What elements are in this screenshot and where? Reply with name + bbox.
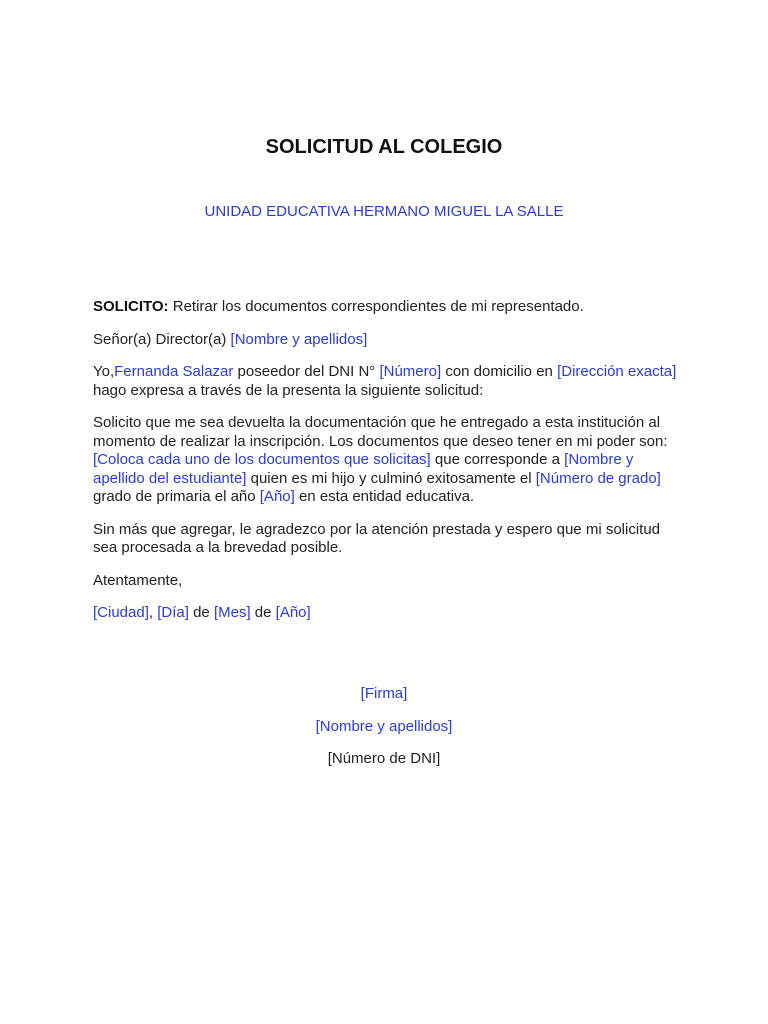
- signature-name-placeholder: [Nombre y apellidos]: [315, 717, 453, 735]
- request-text-1: Solicito que me sea devuelta la documentación que he entregado a esta institución al momento de realizar la inscripción. Los documentos que deseo tener en mi poder son:: [93, 414, 668, 450]
- dni-placeholder: [Número]: [379, 363, 442, 380]
- closing-paragraph: Sin más que agregar, le agradezco por la atención prestada y espero que mi solicitud sea procesada a la brevedad posible.: [93, 520, 661, 556]
- date-year-placeholder: [Año]: [275, 604, 311, 621]
- document-title: SOLICITUD AL COLEGIO: [265, 136, 503, 158]
- farewell: Atentamente,: [93, 571, 183, 589]
- letter-body: [93, 298, 683, 637]
- solicito-label: SOLICITO:: [93, 298, 169, 315]
- applicant-name: Fernanda Salazar: [114, 363, 234, 380]
- day-placeholder: [Día]: [157, 604, 189, 621]
- signature-dni: [Número de DNI]: [327, 750, 441, 767]
- date-de-2: de: [250, 604, 276, 621]
- date-de-1: de: [188, 604, 214, 621]
- documents-placeholder: [Coloca cada uno de los documentos que solicitas]: [93, 451, 431, 468]
- request-text-2: que corresponde a: [430, 451, 565, 468]
- intro-text-4: hago expresa a través de la presenta la siguiente solicitud:: [93, 381, 484, 399]
- city-placeholder: [Ciudad]: [93, 604, 149, 621]
- school-name: UNIDAD EDUCATIVA HERMANO MIGUEL LA SALLE: [204, 203, 564, 220]
- greeting-paragraph: [93, 331, 683, 350]
- greeting-name-placeholder: [Nombre y apellidos]: [230, 330, 368, 348]
- intro-paragraph: [93, 363, 683, 400]
- solicito-text: Retirar los documentos correspondientes de mi representado.: [168, 298, 584, 315]
- signature-placeholder: [Firma]: [360, 685, 408, 702]
- intro-text-3: con domicilio en: [441, 363, 558, 380]
- intro-text-1: Yo,: [93, 363, 115, 380]
- solicito-paragraph: [93, 298, 683, 317]
- request-paragraph: [93, 414, 683, 507]
- date-separator: ,: [148, 604, 158, 621]
- greeting-prefix: Señor(a) Director(a): [93, 330, 231, 348]
- date-line: [93, 604, 683, 623]
- signature-block: [0, 685, 768, 783]
- year-placeholder: [Año]: [259, 488, 295, 505]
- grade-placeholder: [Número de grado]: [535, 469, 661, 487]
- student-placeholder: [Nombre y apellido del estudiante]: [93, 451, 634, 487]
- request-text-4: grado de primaria el año: [93, 488, 260, 505]
- intro-text-2: poseedor del DNI N°: [233, 363, 380, 380]
- request-text-5: en esta entidad educativa.: [294, 488, 475, 505]
- address-placeholder: [Dirección exacta]: [557, 363, 677, 380]
- month-placeholder: [Mes]: [213, 604, 251, 621]
- request-text-3: quien es mi hijo y culminó exitosamente el: [246, 469, 536, 487]
